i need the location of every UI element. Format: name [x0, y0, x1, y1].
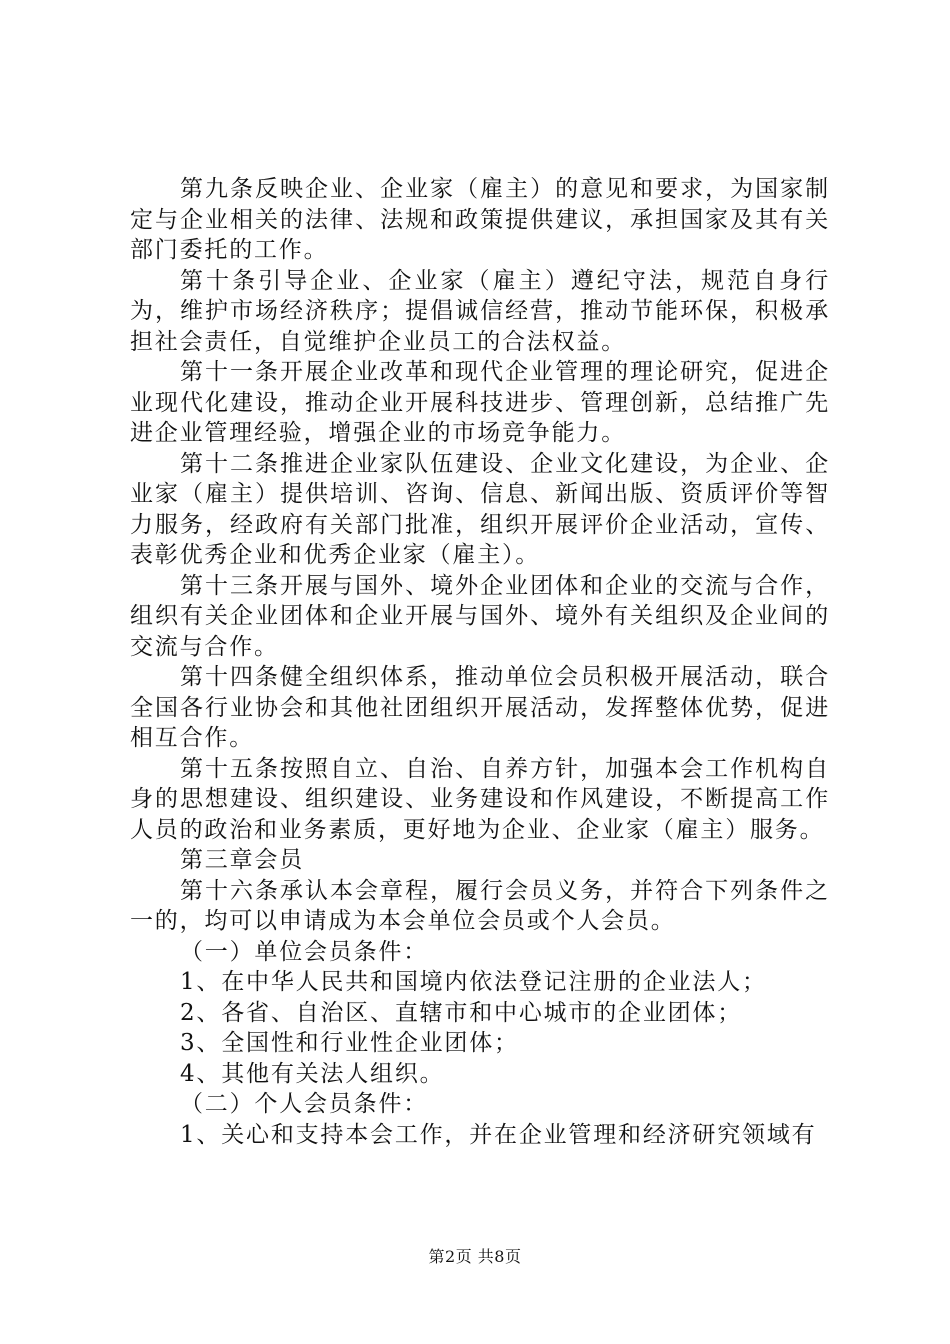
page-number-footer: 第2页 共8页	[428, 1247, 522, 1266]
paragraph-article-15: 第十五条按照自立、自治、自养方针，加强本会工作机构自身的思想建设、组织建设、业务建设和作风建设，不断提高工作人员的政治和业务素质，更好地为企业、企业家（雇主）服务。	[130, 755, 830, 843]
paragraph-article-9: 第九条反映企业、企业家（雇主）的意见和要求，为国家制定与企业相关的法律、法规和政策提供建议，承担国家及其有关部门委托的工作。	[130, 176, 830, 263]
list-item: 1、关心和支持本会工作，并在企业管理和经济研究领域有	[180, 1121, 817, 1148]
chapter-heading: 第三章会员	[180, 847, 304, 873]
paragraph-article-10: 第十条引导企业、企业家（雇主）遵纪守法，规范自身行为，维护市场经济秩序；提倡诚信经营，推动节能环保，积极承担社会责任，自觉维护企业员工的合法权益。	[130, 267, 830, 355]
list-item: 1、在中华人民共和国境内依法登记注册的企业法人；	[180, 969, 767, 995]
subheading-unit-member: （一）单位会员条件：	[180, 938, 428, 965]
list-item: 3、全国性和行业性企业团体；	[180, 1030, 519, 1056]
paragraph-article-12: 第十二条推进企业家队伍建设、企业文化建设，为企业、企业家（雇主）提供培训、咨询、信息、新闻出版、资质评价等智力服务，经政府有关部门批准，组织开展评价企业活动，宣传、表彰优秀企业和优秀企业家（雇主）。	[130, 450, 830, 568]
list-item: 2、各省、自治区、直辖市和中心城市的企业团体；	[180, 999, 743, 1026]
subheading-individual-member: （二）个人会员条件：	[180, 1091, 428, 1117]
paragraph-article-14: 第十四条健全组织体系，推动单位会员积极开展活动，联合全国各行业协会和其他社团组织开展活动，发挥整体优势，促进相互合作。	[130, 664, 830, 751]
paragraph-article-16: 第十六条承认本会章程，履行会员义务，并符合下列条件之一的，均可以申请成为本会单位会员或个人会员。	[130, 877, 830, 934]
paragraph-article-11: 第十一条开展企业改革和现代企业管理的理论研究，促进企业现代化建设，推动企业开展科技进步、管理创新，总结推广先进企业管理经验，增强企业的市场竞争能力。	[130, 359, 830, 446]
list-item: 4、其他有关法人组织。	[180, 1060, 445, 1087]
document-body	[130, 174, 830, 1150]
paragraph-article-13: 第十三条开展与国外、境外企业团体和企业的交流与合作，组织有关企业团体和企业开展与国外、境外有关组织及企业间的交流与合作。	[130, 572, 830, 660]
